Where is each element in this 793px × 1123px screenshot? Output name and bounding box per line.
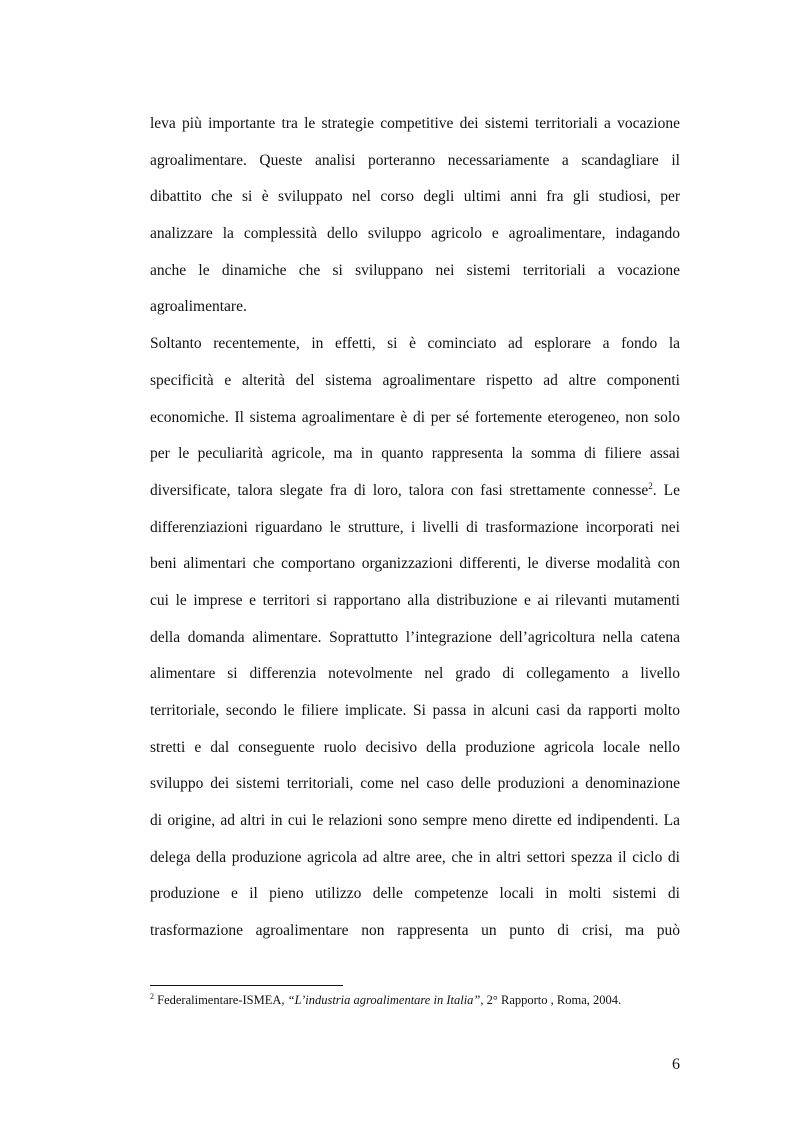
text-line: per le peculiarità agricole, ma in quanto rappresenta la somma di filiere assai	[150, 445, 680, 463]
text-line: agroalimentare.	[150, 298, 247, 316]
footnote-reference[interactable]: 2	[648, 480, 653, 491]
text-line: dibattito che si è sviluppato nel corso degli ultimi anni fra gli studiosi, per	[150, 188, 680, 206]
text-line: di origine, ad altri in cui le relazioni sono sempre meno dirette ed indipendenti. La	[150, 812, 680, 830]
text-line: sviluppo dei sistemi territoriali, come nel caso delle produzioni a denominazione	[150, 775, 680, 793]
footnote-separator	[150, 985, 343, 986]
text-line: analizzare la complessità dello sviluppo agricolo e agroalimentare, indagando	[150, 225, 680, 243]
text-line: anche le dinamiche che si sviluppano nei sistemi territoriali a vocazione	[150, 261, 680, 279]
footnote-title: “L’industria agroalimentare in Italia”	[287, 993, 481, 1007]
text-line: produzione e il pieno utilizzo delle competenze locali in molti sistemi di	[150, 885, 680, 903]
text-line: territoriale, secondo le filiere implicate. Si passa in alcuni casi da rapporti molto	[150, 702, 680, 719]
text-line: della domanda alimentare. Soprattutto l’integrazione dell’agricoltura nella catena	[150, 628, 680, 646]
footnote-number: 2	[150, 991, 154, 1001]
text-line: stretti e dal conseguente ruolo decisivo della produzione agricola locale nello	[150, 738, 680, 756]
text-line: agroalimentare. Queste analisi porteranno necessariamente a scandagliare il	[150, 151, 680, 169]
text-line-with-footnote-ref	[150, 478, 680, 515]
footnote	[150, 992, 710, 1008]
text-line-start: diversificate, talora slegate fra di loro, talora con fasi strettamente connesse	[150, 481, 649, 499]
text-line: Soltanto recentemente, in effetti, si è cominciato ad esplorare a fondo la	[150, 335, 680, 353]
text-line-end: . Le	[652, 481, 680, 499]
text-line: alimentare si differenzia notevolmente nel grado di collegamento a livello	[150, 665, 680, 683]
body-text	[150, 111, 680, 955]
text-line: beni alimentari che comportano organizzazioni differenti, le diverse modalità con	[150, 555, 680, 573]
text-line: differenziazioni riguardano le strutture, i livelli di trasformazione incorporati nei	[150, 518, 680, 536]
text-line: economiche. Il sistema agroalimentare è di per sé fortemente eterogeneo, non solo	[150, 408, 680, 426]
text-line: trasformazione agroalimentare non rappresenta un punto di crisi, ma può	[150, 922, 680, 940]
text-line: specificità e alterità del sistema agroalimentare rispetto ad altre componenti	[150, 371, 680, 389]
text-line: delega della produzione agricola ad altre aree, che in altri settori spezza il ciclo di	[150, 848, 680, 866]
text-line: leva più importante tra le strategie competitive dei sistemi territoriali a vocazione	[150, 115, 680, 132]
footnote-prefix: Federalimentare-ISMEA,	[154, 993, 288, 1007]
page-number: 6	[672, 1056, 680, 1073]
footnote-suffix: , 2° Rapporto , Roma, 2004.	[480, 993, 622, 1007]
text-line: cui le imprese e territori si rapportano alla distribuzione e ai rilevanti mutamenti	[150, 591, 680, 609]
